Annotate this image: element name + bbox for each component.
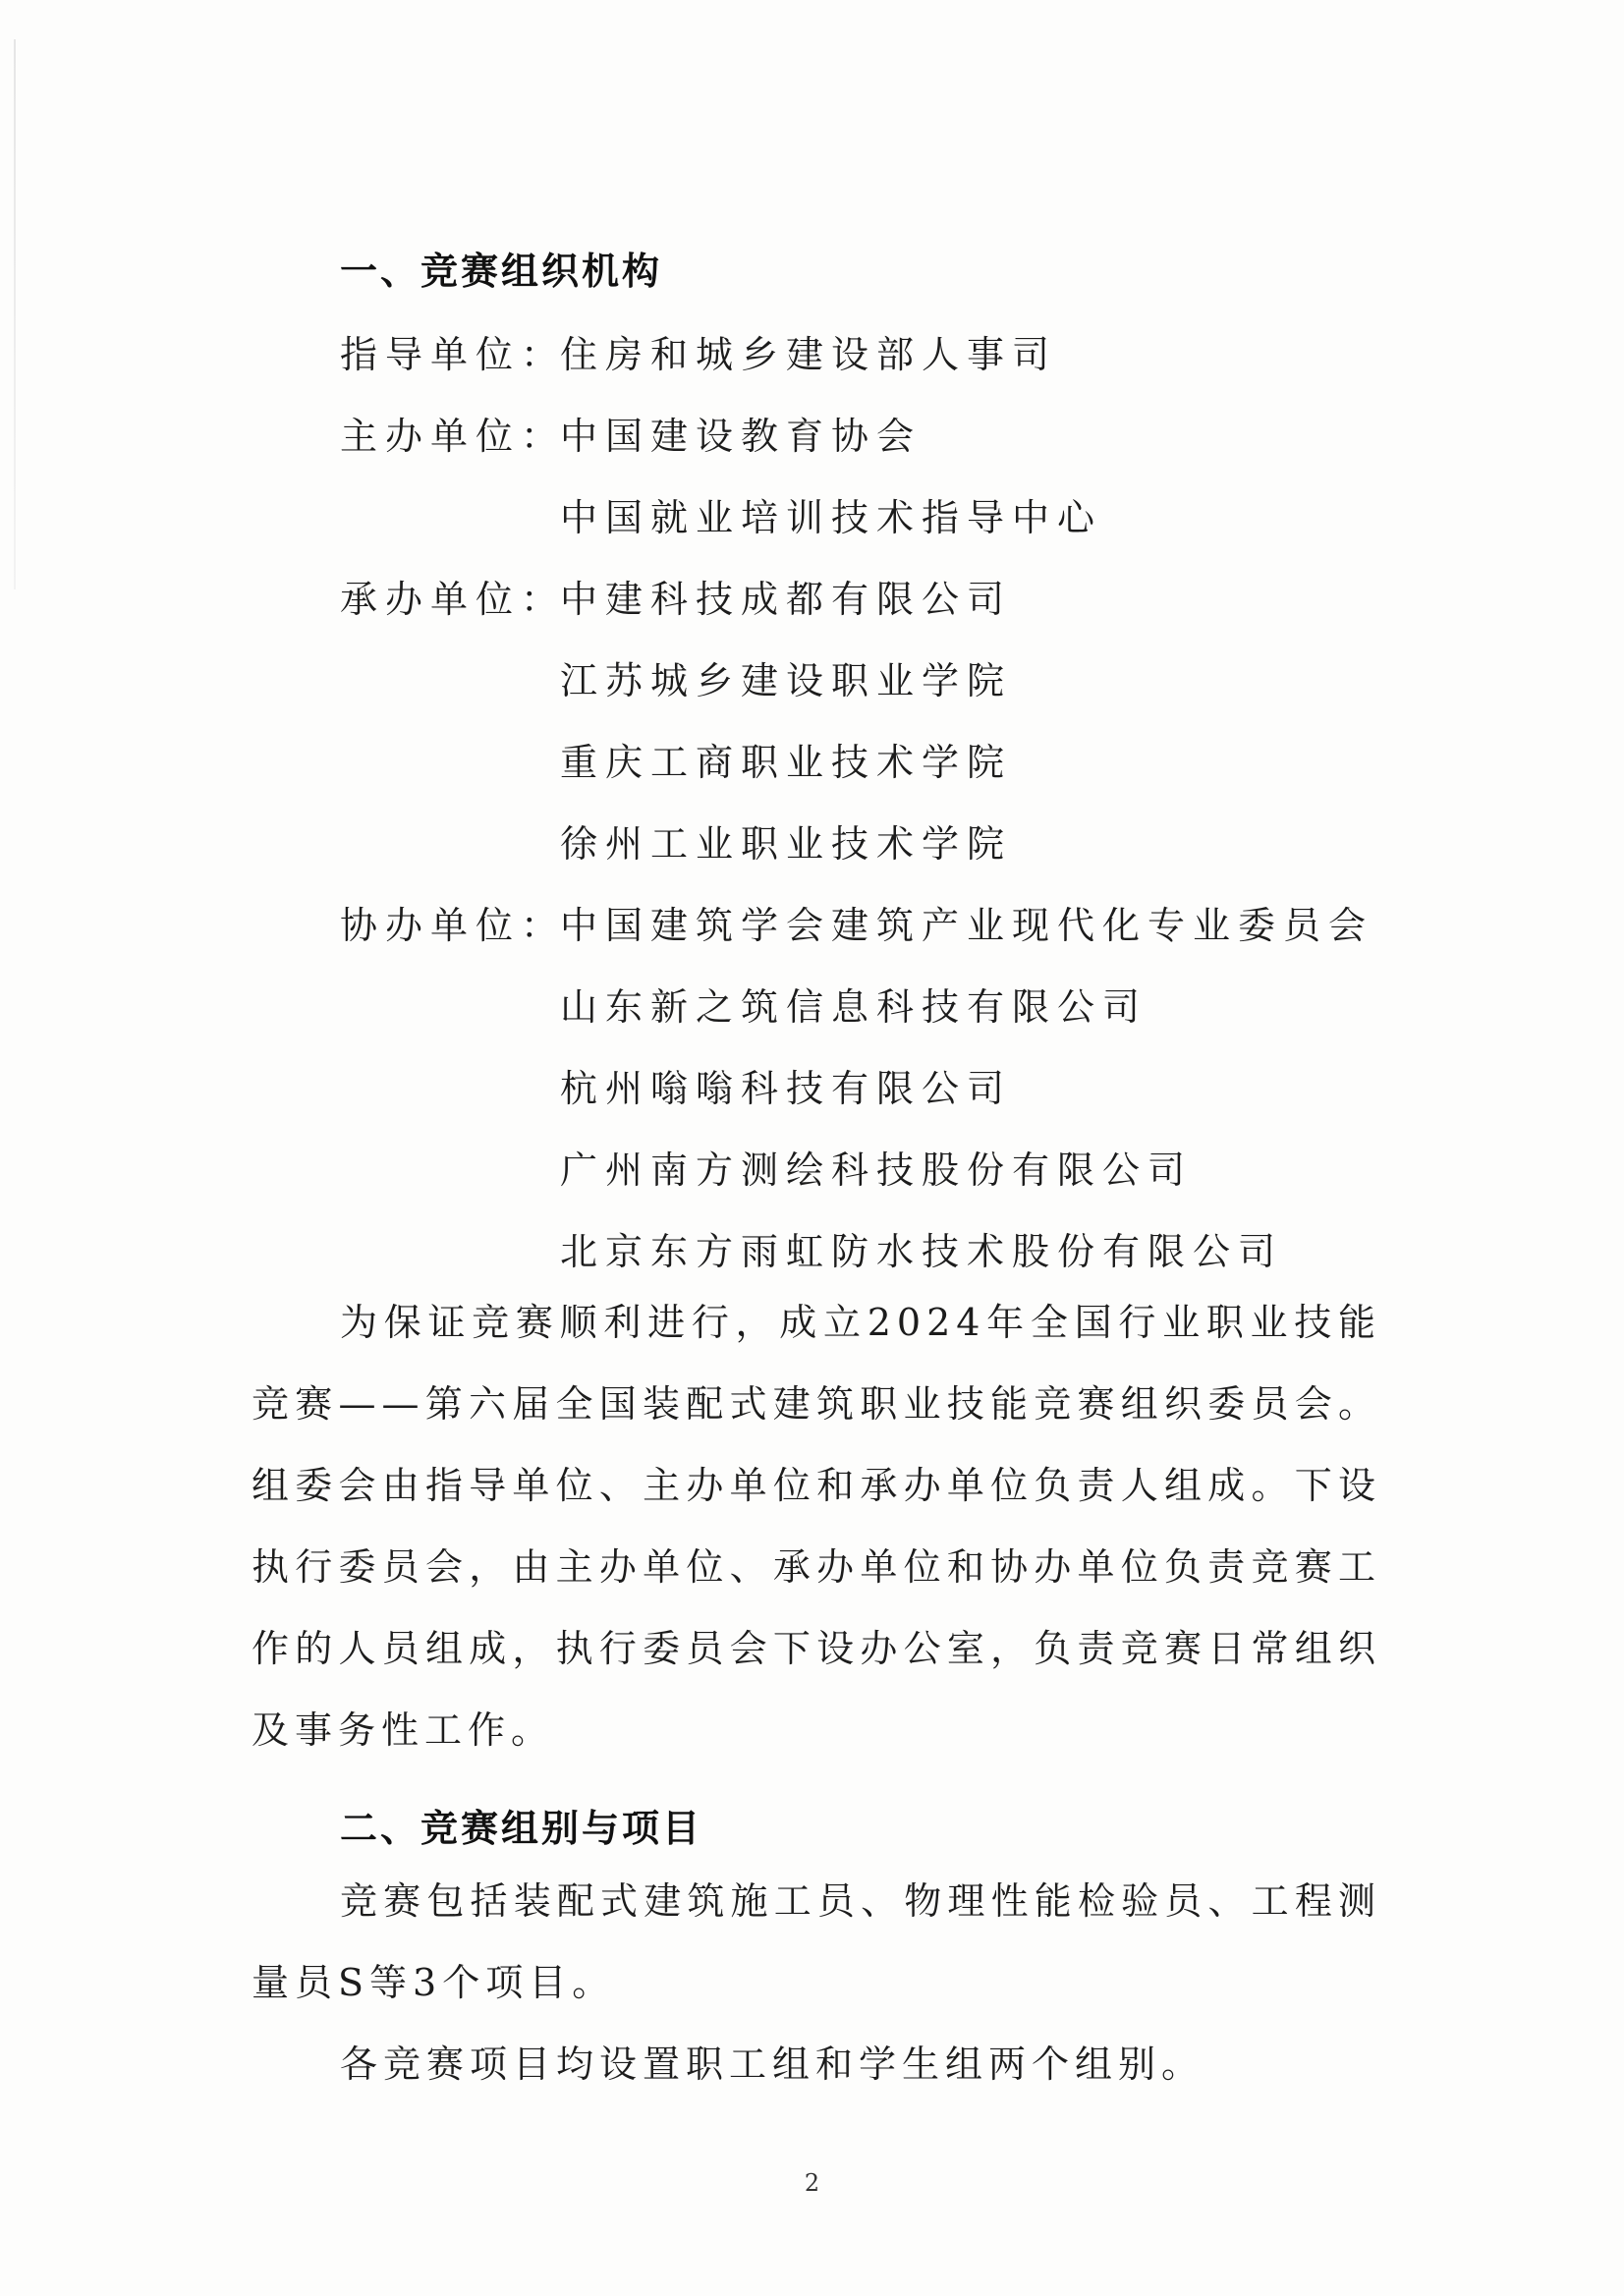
organizer-unit-label: 承办单位： bbox=[340, 578, 567, 621]
co-organizer-unit-label: 协办单位： bbox=[340, 904, 567, 947]
co-organizer-unit: 山东新之筑信息科技有限公司 bbox=[560, 985, 1148, 1029]
groups-paragraph: 各竞赛项目均设置职工组和学生组两个组别。 bbox=[340, 2043, 1205, 2086]
organizer-unit: 重庆工商职业技术学院 bbox=[560, 741, 1013, 784]
organizer-unit: 中建科技成都有限公司 bbox=[560, 578, 1013, 621]
co-organizer-unit: 北京东方雨虹防水技术股份有限公司 bbox=[560, 1230, 1284, 1273]
section-heading-groups: 二、竞赛组别与项目 bbox=[340, 1807, 703, 1850]
section-heading-organization: 一、竞赛组织机构 bbox=[340, 250, 663, 293]
organizing-committee-paragraph: 为保证竞赛顺利进行，成立2024年全国行业职业技能竞赛——第六届全国装配式建筑职业技能竞赛组织委员会。组委会由指导单位、主办单位和承办单位负责人组成。下设执行委员会，由主办单位、承办单位和协办单位负责竞赛工作的人员组成，执行委员会下设办公室，负责竞赛日常组织及事务性工作。 bbox=[252, 1301, 1381, 1752]
scan-edge-shadow bbox=[14, 39, 16, 589]
guidance-unit: 住房和城乡建设部人事司 bbox=[560, 333, 1058, 376]
projects-paragraph: 竞赛包括装配式建筑施工员、物理性能检验员、工程测量员S等3个项目。 bbox=[252, 1879, 1381, 2004]
organizer-unit: 徐州工业职业技术学院 bbox=[560, 822, 1013, 866]
host-unit: 中国就业培训技术指导中心 bbox=[560, 496, 1103, 539]
host-unit-label: 主办单位： bbox=[340, 415, 567, 458]
organizer-unit: 江苏城乡建设职业学院 bbox=[560, 659, 1013, 702]
co-organizer-unit: 中国建筑学会建筑产业现代化专业委员会 bbox=[560, 904, 1374, 947]
host-unit: 中国建设教育协会 bbox=[560, 415, 923, 458]
guidance-unit-label: 指导单位： bbox=[340, 333, 567, 376]
page-number: 2 bbox=[804, 2169, 820, 2197]
co-organizer-unit: 广州南方测绘科技股份有限公司 bbox=[560, 1148, 1194, 1192]
co-organizer-unit: 杭州嗡嗡科技有限公司 bbox=[560, 1067, 1013, 1110]
